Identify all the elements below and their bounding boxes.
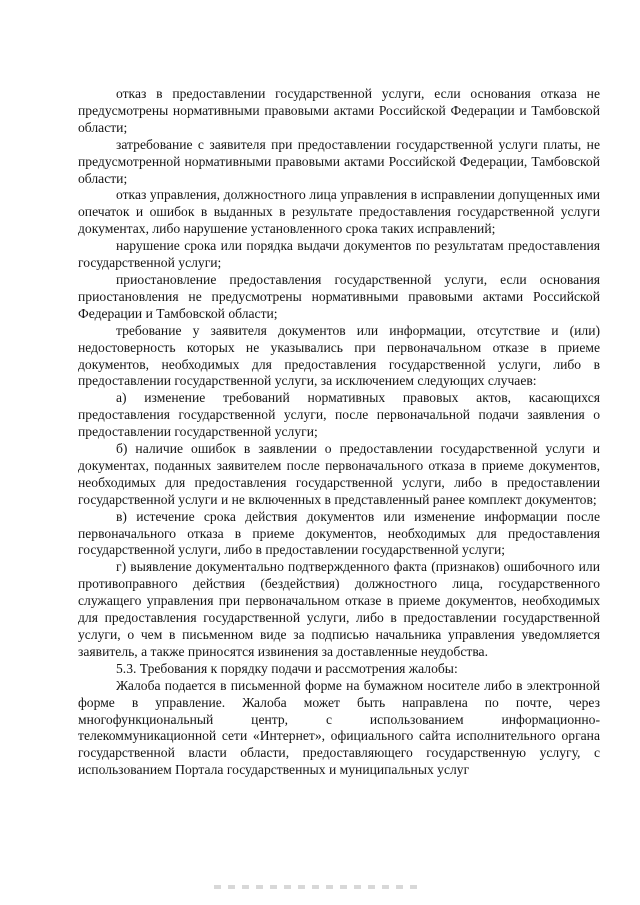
paragraph-complaint-submission: Жалоба подается в письменной форме на бумажном носителе либо в электронной форме в управление. Жалоба может быть направлена по почте, через многофункциональный центр, с использованием информационно-телекоммуникационной сети «Интернет», официального сайта исполнительного органа государственной власти области, предоставляющего государственную услугу, с использованием Портала государственных и муниципальных услуг bbox=[78, 677, 600, 778]
paragraph-document-demand: требование у заявителя документов или информации, отсутствие и (или) недостоверность которых не указывались при первоначальном отказе в приеме документов, необходимых для предоставления государственной услуги, либо в предоставлении государственной услуги, за исключением следующих случаев: bbox=[78, 322, 600, 389]
paragraph-exception-d: г) выявление документально подтвержденного факта (признаков) ошибочного или противоправного действия (бездействия) должностного лица, государственного служащего управления при первоначальном отказе в приеме документов, необходимых для предоставления государственной услуги, либо в предоставлении государственной услуги, о чем в письменном виде за подписью начальника управления уведомляется заявитель, а также приносятся извинения за доставленные неудобства. bbox=[78, 559, 600, 659]
paragraph-refusal-of-service: отказ в предоставлении государственной услуги, если основания отказа не предусмотрены нормативными правовыми актами Российской Федерации и Тамбовской области; bbox=[78, 86, 600, 135]
scan-artifact bbox=[214, 885, 424, 889]
paragraph-exception-a: а) изменение требований нормативных правовых актов, касающихся предоставления государственной услуги, после первоначальной подачи заявления о предоставлении государственной услуги; bbox=[78, 390, 600, 440]
section-heading: 5.3. Требования к порядку подачи и рассмотрения жалобы: bbox=[116, 660, 458, 676]
paragraph-fee-demand: затребование с заявителя при предоставлении государственной услуги платы, не предусмотренной нормативными правовыми актами Российской Федерации, Тамбовской области; bbox=[78, 136, 600, 186]
paragraph-exception-c: в) истечение срока действия документов или изменение информации после первоначального отказа в приеме документов, необходимых для предоставления государственной услуги, либо в предоставлении государственной услуги; bbox=[78, 508, 600, 558]
paragraph-deadline-violation: нарушение срока или порядка выдачи документов по результатам предоставления государственной услуги; bbox=[78, 238, 600, 271]
paragraph-suspension: приостановление предоставления государственной услуги, если основания приостановления не предусмотрены нормативными правовыми актами Российской Федерации и Тамбовской области; bbox=[78, 271, 600, 321]
paragraph-refusal-to-correct: отказ управления, должностного лица управления в исправлении допущенных ими опечаток и ошибок в выданных в результате предоставления государственной услуги документах, либо нарушение установленного срока таких исправлений; bbox=[78, 187, 600, 237]
document-body bbox=[78, 86, 600, 779]
paragraph-exception-b: б) наличие ошибок в заявлении о предоставлении государственной услуги и документах, поданных заявителем после первоначального отказа в приеме документов, необходимых для предоставления государственной услуги, либо в предоставлении государственной услуги и не включенных в представленный ранее комплект документов; bbox=[78, 441, 600, 507]
